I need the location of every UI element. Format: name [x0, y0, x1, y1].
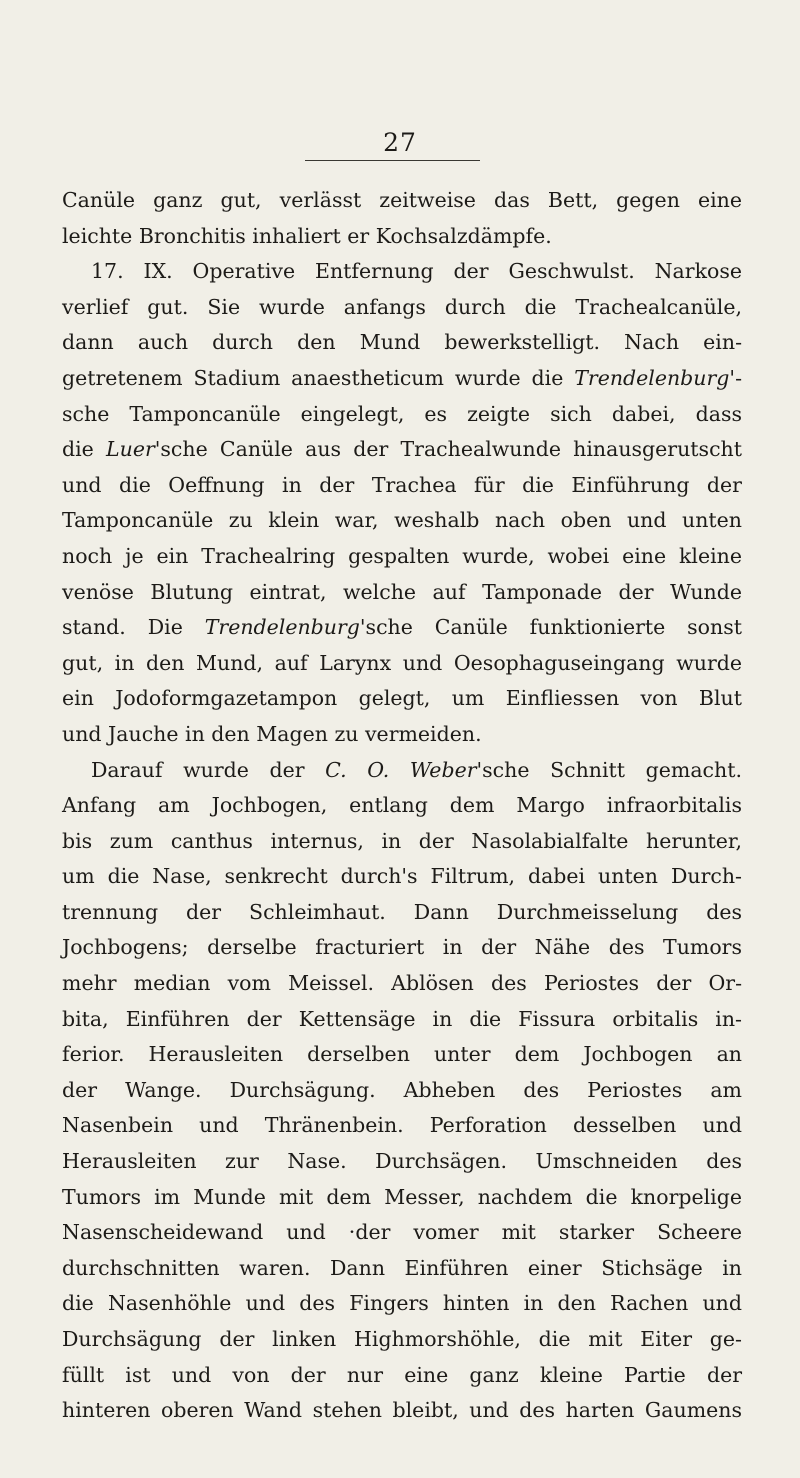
text-line — [62, 824, 742, 860]
text-segment: venöse Blutung eintrat, welche auf Tamponade der Wunde — [62, 579, 742, 604]
text-line — [62, 966, 742, 1002]
text-line — [62, 254, 742, 290]
text-line — [62, 575, 742, 611]
text-segment: Canüle ganz gut, verlässt zeitweise das Bett, gegen eine — [62, 188, 742, 212]
text-segment: - — [735, 365, 742, 390]
text-segment: der Wange. Durchsägung. Abheben des Periostes am — [62, 1077, 742, 1102]
text-line — [62, 1251, 742, 1287]
text-line — [62, 1215, 742, 1251]
text-segment: Tamponcanüle zu klein war, weshalb nach oben und unten — [62, 508, 742, 533]
text-segment: Herausleiten zur Nase. Durchsägen. Umschneiden des — [62, 1149, 742, 1174]
text-line — [62, 397, 742, 433]
text-line — [62, 219, 742, 255]
text-segment: stand. Die — [62, 615, 205, 640]
text-line — [62, 1393, 742, 1429]
page-number: 27 — [383, 128, 417, 157]
text-segment: füllt ist und von der nur eine ganz kleine Partie der — [62, 1362, 742, 1387]
text-segment: und die Oeffnung in der Trachea für die Einführung der — [62, 472, 742, 497]
italic-name: Trendelenburg' — [574, 365, 736, 390]
text-segment: verlief gut. Sie wurde anfangs durch die Trachealcanüle, — [62, 294, 742, 319]
text-line — [62, 859, 742, 895]
text-segment: dann auch durch den Mund bewerkstelligt. Nach ein- — [62, 330, 742, 355]
text-line — [62, 325, 742, 361]
italic-name: Luer — [106, 437, 155, 462]
text-segment: Nasenscheidewand und ·der vomer mit starker Scheere — [62, 1220, 742, 1245]
text-line — [62, 788, 742, 824]
text-segment: sche Tamponcanüle eingelegt, es zeigte sich dabei, dass — [62, 401, 742, 426]
text-line — [62, 1144, 742, 1180]
text-line — [62, 1108, 742, 1144]
text-line — [62, 1286, 742, 1322]
text-line — [62, 717, 742, 753]
text-segment: Tumors im Munde mit dem Messer, nachdem die knorpelige — [62, 1184, 742, 1209]
text-segment: 'sche Schnitt gemacht. — [476, 757, 742, 782]
text-segment: leichte Bronchitis inhaliert er Kochsalzdämpfe. — [62, 223, 552, 248]
text-line — [62, 539, 742, 575]
text-segment: 'sche Canüle aus der Trachealwunde hinausgerutscht — [154, 437, 742, 462]
text-segment: noch je ein Trachealring gespalten wurde, wobei eine kleine — [62, 543, 742, 568]
text-line — [62, 1037, 742, 1073]
text-segment: ein Jodoformgazetampon gelegt, um Einfliessen von Blut — [62, 686, 742, 711]
text-segment: Darauf wurde der — [91, 757, 326, 782]
text-segment: die — [62, 437, 106, 462]
text-segment: um die Nase, senkrecht durch's Filtrum, dabei unten Durch- — [62, 864, 742, 889]
text-line — [62, 895, 742, 931]
text-line — [62, 1073, 742, 1109]
text-line — [62, 1322, 742, 1358]
text-segment: gut, in den Mund, auf Larynx und Oesophaguseingang wurde — [62, 650, 742, 675]
text-line — [62, 681, 742, 717]
text-segment: ferior. Herausleiten derselben unter dem Jochbogen an — [62, 1042, 742, 1067]
italic-name: Trendelenburg — [204, 615, 360, 640]
text-line — [62, 468, 742, 504]
text-line — [62, 753, 742, 789]
text-line — [62, 610, 742, 646]
text-segment: bis zum canthus internus, in der Nasolabialfalte herunter, — [62, 828, 742, 853]
text-segment: 'sche Canüle funktionierte sonst — [359, 615, 742, 640]
text-segment: die Nasenhöhle und des Fingers hinten in den Rachen und — [62, 1291, 742, 1316]
text-segment: Jochbogens; derselbe fracturiert in der Nähe des Tumors — [62, 935, 742, 960]
text-segment: trennung der Schleimhaut. Dann Durchmeisselung des — [62, 899, 742, 924]
italic-name: C. O. Weber — [325, 757, 477, 782]
text-segment: Anfang am Jochbogen, entlang dem Margo infraorbitalis — [62, 793, 742, 818]
text-line — [62, 1358, 742, 1394]
text-segment: Durchsägung der linken Highmorshöhle, die mit Eiter ge- — [62, 1327, 742, 1351]
text-segment: durchschnitten waren. Dann Einführen einer Stichsäge in — [62, 1255, 742, 1280]
header-rule — [305, 160, 480, 161]
text-line — [62, 646, 742, 682]
text-segment: getretenem Stadium anaestheticum wurde die — [62, 365, 575, 390]
text-line — [62, 503, 742, 539]
text-line — [62, 183, 742, 219]
text-line — [62, 361, 742, 397]
text-line — [62, 1180, 742, 1216]
text-line — [62, 930, 742, 966]
body-text — [62, 183, 742, 1429]
text-segment: und Jauche in den Magen zu vermeiden. — [62, 721, 482, 746]
text-line — [62, 1002, 742, 1038]
text-segment: Nasenbein und Thränenbein. Perforation desselben und — [62, 1113, 742, 1138]
text-segment: bita, Einführen der Kettensäge in die Fissura orbitalis in- — [62, 1006, 742, 1031]
text-line — [62, 432, 742, 468]
text-segment: hinteren oberen Wand stehen bleibt, und des harten Gaumens — [62, 1398, 742, 1423]
text-segment: mehr median vom Meissel. Ablösen des Periostes der Or- — [62, 971, 742, 996]
text-segment: 17. IX. Operative Entfernung der Geschwulst. Narkose — [91, 259, 742, 284]
text-line — [62, 290, 742, 326]
